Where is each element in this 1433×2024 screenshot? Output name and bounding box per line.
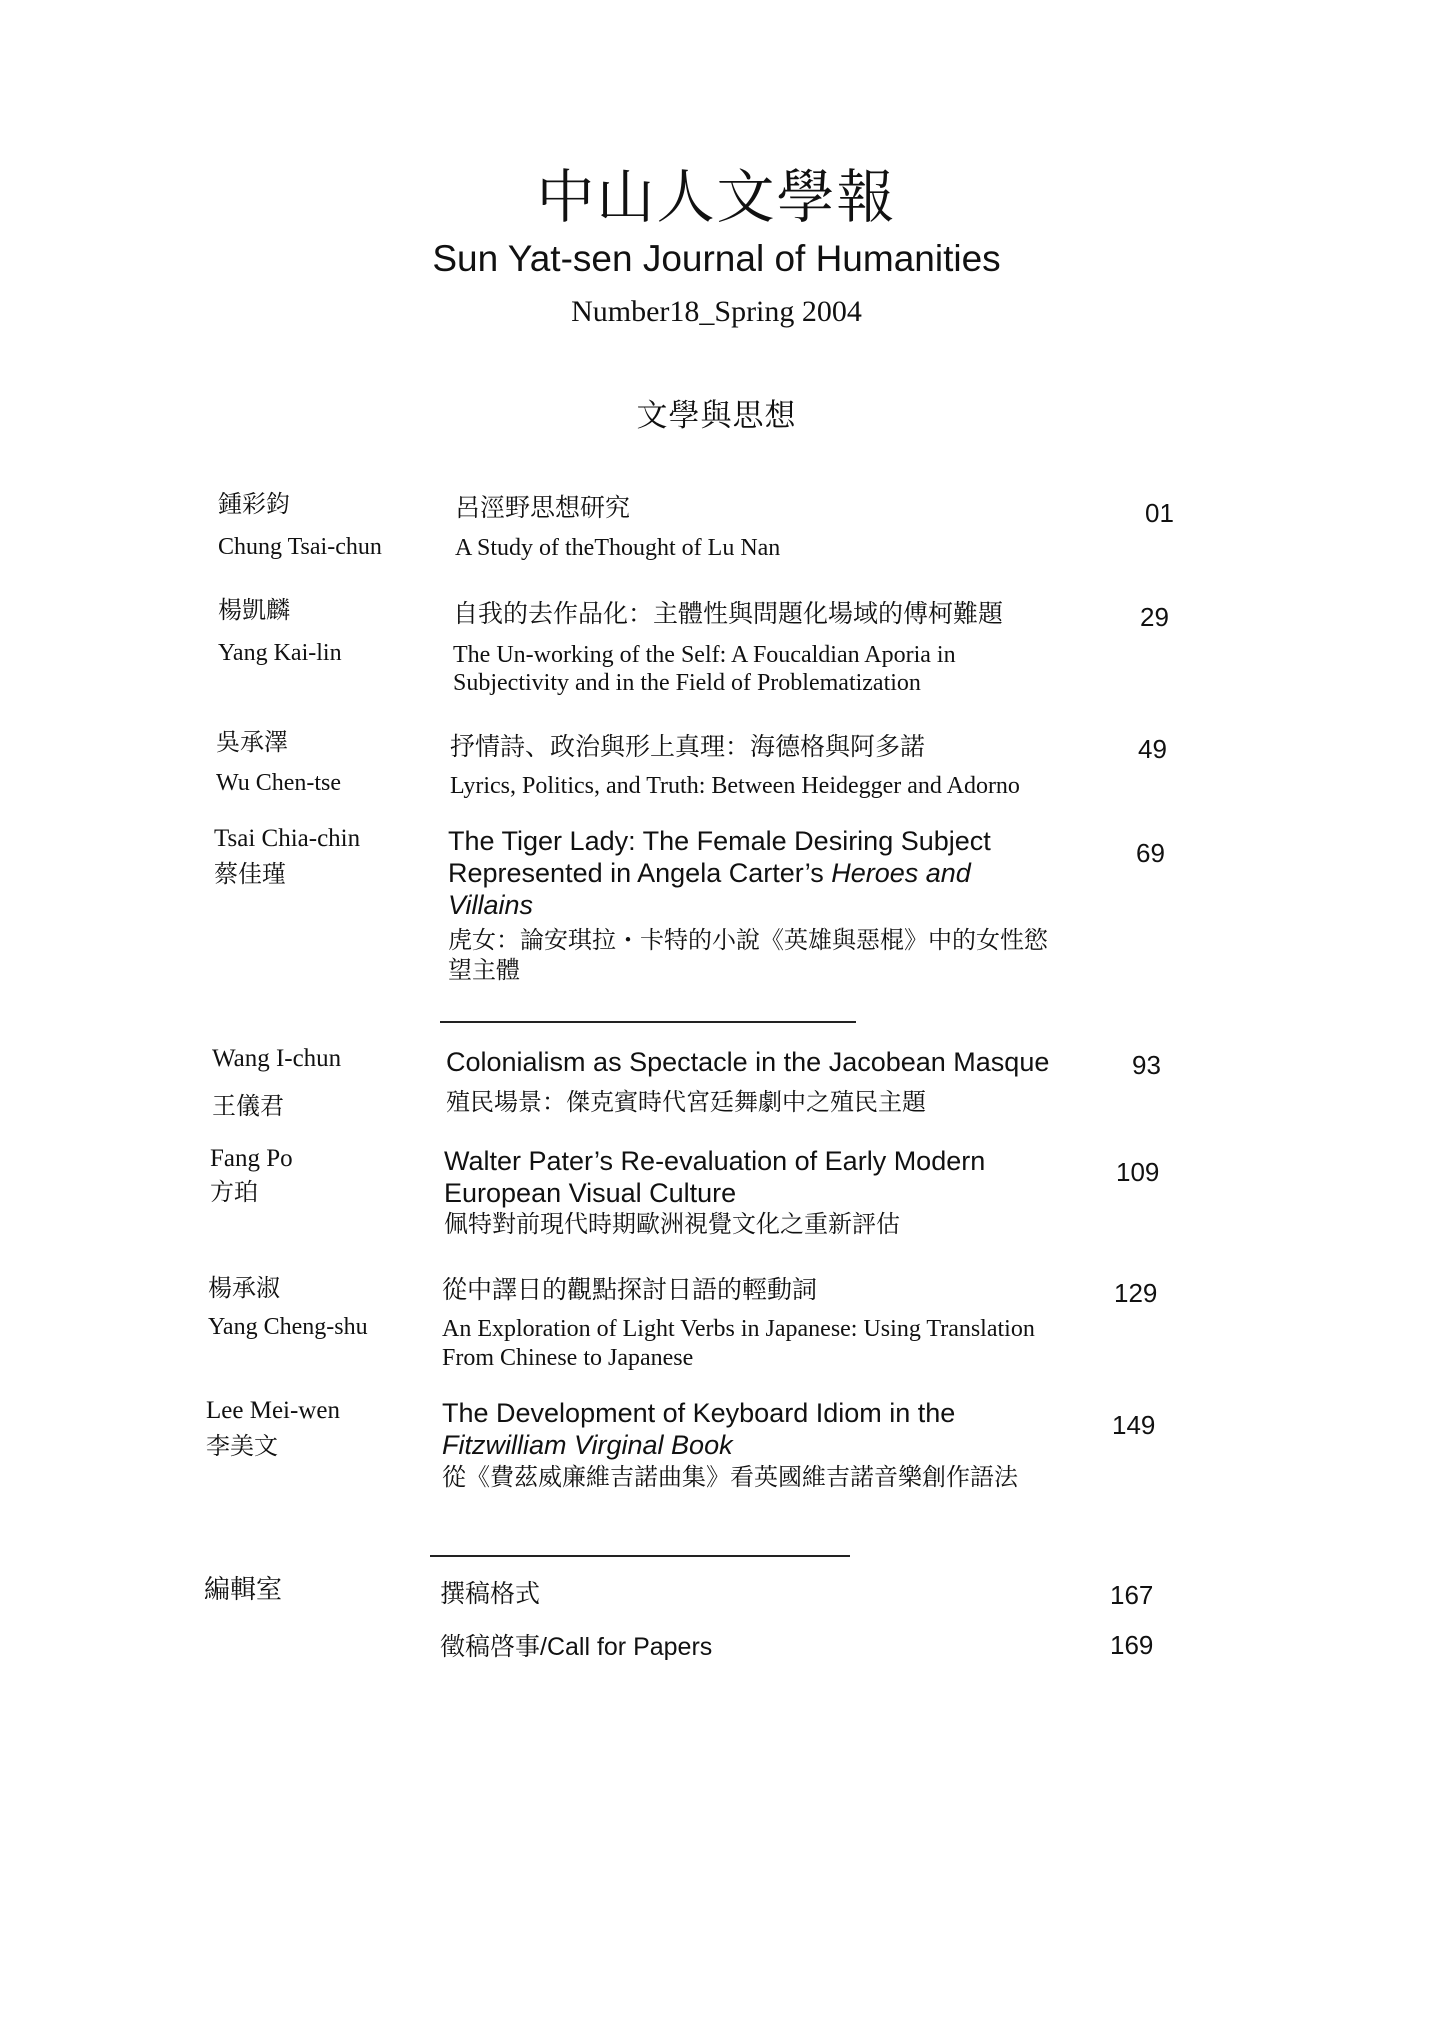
page-number: 01 bbox=[1145, 498, 1174, 528]
article-title-english: An Exploration of Light Verbs in Japanese: Using Translation bbox=[442, 1316, 1035, 1342]
author-name-english: Lee Mei-wen bbox=[206, 1397, 340, 1424]
section-divider bbox=[440, 1021, 856, 1023]
article-title-english: The Development of Keyboard Idiom in the bbox=[442, 1398, 956, 1428]
author-name-english: Wu Chen-tse bbox=[216, 770, 342, 796]
page-number: 169 bbox=[1110, 1630, 1154, 1660]
author-name-english: Yang Kai-lin bbox=[218, 640, 342, 666]
article-title-english-line2: Subjectivity and in the Field of Problematization bbox=[453, 670, 921, 696]
journal-title-english: Sun Yat-sen Journal of Humanities bbox=[432, 238, 1001, 279]
editorial-office-label: 編輯室 bbox=[204, 1575, 283, 1605]
article-title-english: A Study of theThought of Lu Nan bbox=[455, 535, 781, 561]
title-italic-text: Heroes and bbox=[831, 858, 971, 888]
article-title-chinese: 抒情詩、政治與形上真理：海德格與阿多諾 bbox=[450, 732, 926, 761]
author-name-chinese: 楊承淑 bbox=[208, 1274, 280, 1302]
page-number: 93 bbox=[1132, 1050, 1161, 1080]
article-title-english-line2 bbox=[448, 857, 971, 889]
author-name-chinese: 王儀君 bbox=[212, 1092, 284, 1120]
title-text: Represented in Angela Carter’s bbox=[448, 858, 832, 888]
article-title-english: The Tiger Lady: The Female Desiring Subject bbox=[448, 826, 991, 856]
article-title-english-line2: Fitzwilliam Virginal Book bbox=[442, 1430, 733, 1460]
article-title-chinese: 殖民場景：傑克賓時代宮廷舞劇中之殖民主題 bbox=[446, 1088, 926, 1116]
author-name-chinese: 楊凱麟 bbox=[218, 596, 290, 624]
article-title-english-line3: Villains bbox=[448, 890, 534, 920]
page-number: 109 bbox=[1116, 1157, 1160, 1187]
author-name-chinese: 李美文 bbox=[206, 1432, 278, 1460]
article-title-english: Walter Pater’s Re-evaluation of Early Modern bbox=[444, 1146, 986, 1176]
article-title-chinese: 呂涇野思想研究 bbox=[455, 493, 631, 522]
article-title-chinese: 從《費茲威廉維吉諾曲集》看英國維吉諾音樂創作語法 bbox=[442, 1463, 1018, 1491]
article-title-english: The Un-working of the Self: A Foucaldian Aporia in bbox=[453, 642, 956, 668]
page-number: 167 bbox=[1110, 1580, 1154, 1610]
article-title-chinese: 自我的去作品化：主體性與問題化場域的傅柯難題 bbox=[453, 599, 1004, 628]
article-title-chinese: 佩特對前現代時期歐洲視覺文化之重新評估 bbox=[444, 1210, 900, 1238]
page-number: 149 bbox=[1112, 1410, 1156, 1440]
article-title-english: Lyrics, Politics, and Truth: Between Heidegger and Adorno bbox=[450, 773, 1020, 799]
issue-number: Number18_Spring 2004 bbox=[571, 295, 862, 328]
author-name-chinese: 蔡佳瑾 bbox=[214, 860, 286, 888]
article-title-chinese-line2: 望主體 bbox=[448, 956, 520, 984]
journal-title-chinese: 中山人文學報 bbox=[536, 163, 897, 231]
author-name-chinese: 方珀 bbox=[210, 1178, 258, 1206]
section-divider bbox=[430, 1555, 850, 1557]
article-title-chinese: 從中譯日的觀點探討日語的輕動詞 bbox=[442, 1275, 818, 1304]
article-title-english-line2: From Chinese to Japanese bbox=[442, 1345, 694, 1371]
editorial-item-title: 撰稿格式 bbox=[440, 1579, 541, 1608]
author-name-chinese: 鍾彩鈞 bbox=[218, 490, 290, 518]
author-name-english: Fang Po bbox=[210, 1145, 293, 1172]
page-number: 49 bbox=[1138, 734, 1167, 764]
section-heading: 文學與思想 bbox=[636, 398, 797, 434]
author-name-english: Tsai Chia-chin bbox=[214, 825, 361, 852]
page-number: 69 bbox=[1136, 838, 1165, 868]
author-name-chinese: 吳承澤 bbox=[216, 728, 288, 756]
author-name-english: Yang Cheng-shu bbox=[208, 1314, 368, 1340]
author-name-english: Wang I-chun bbox=[212, 1045, 342, 1072]
editorial-item-title: 徵稿啓事/Call for Papers bbox=[440, 1633, 713, 1661]
page-number: 129 bbox=[1114, 1278, 1158, 1308]
article-title-english: Colonialism as Spectacle in the Jacobean Masque bbox=[446, 1047, 1050, 1077]
article-title-chinese: 虎女：論安琪拉・卡特的小說《英雄與惡棍》中的女性慾 bbox=[448, 926, 1048, 954]
author-name-english: Chung Tsai-chun bbox=[218, 534, 382, 560]
page-number: 29 bbox=[1140, 602, 1169, 632]
article-title-english-line2: European Visual Culture bbox=[444, 1178, 737, 1208]
